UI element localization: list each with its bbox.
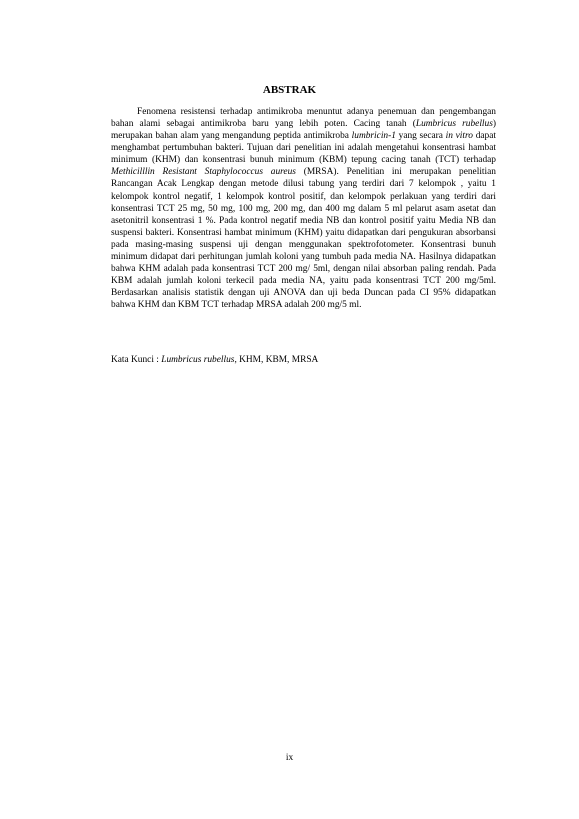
in-vitro-term: in vitro xyxy=(445,131,473,142)
keyword-species: Lumbricus rubellus xyxy=(161,355,235,365)
keywords-rest: , KHM, KBM, MRSA xyxy=(234,355,319,365)
peptide-name: lumbricin-1 xyxy=(351,131,396,142)
page-title: ABSTRAK xyxy=(262,84,317,96)
bacterium-name: Methicilllin Resistant Staphylococcus aureus xyxy=(111,167,296,178)
abstract-text-4: dapat menghambat pertumbuhan bakteri. Tujuan dari penelitian ini adalah mengetahui konsentrasi hambat minimum (KHM) dan konsentrasi bunuh minimum (KBM) tepung cacing tanah (TCT) terhadap xyxy=(111,131,496,166)
species-name: Lumbricus rubellus xyxy=(415,119,493,130)
abstract-text-5: (MRSA). Penelitian ini merupakan penelitian Rancangan Acak Lengkap dengan metode dilusi tabung yang terdiri dari 7 kelompok , yaitu 1 kelompok kontrol negatif, 1 kelompok kontrol positif, dan kelompok perlakuan yang terdiri dari konsentrasi TCT 25 mg, 50 mg, 100 mg, 200 mg, dan 400 mg dalam 5 ml pelarut asam asetat dan asetonitril konsentrasi 1 %. Pada kontrol negatif media NB dan kontrol positif yaitu Media NB dan suspensi bakteri. Konsentrasi hambat minimum (KHM) yaitu didapatkan dari pengukuran absorbansi pada masing-masing suspensi uji dengan menggunakan spektrofotometer. Konsentrasi bunuh minimum didapat dari perhitungan jumlah koloni yang tumbuh pada media NA. Hasilnya didapatkan bahwa KHM adalah pada konsentrasi TCT 200 mg/ 5ml, dengan nilai absorban paling rendah. Pada KBM adalah jumlah koloni terkecil pada media NA, yaitu pada konsentrasi TCT 200 mg/5ml. Berdasarkan analisis statistik dengan uji ANOVA dan uji beda Duncan pada CI 95% didapatkan bahwa KHM dan KBM TCT terhadap MRSA adalah 200 mg/5 ml. xyxy=(111,167,496,311)
keywords-label: Kata Kunci : xyxy=(111,355,162,365)
page-number: ix xyxy=(285,753,294,763)
keywords-line xyxy=(111,354,496,366)
abstract-text-2: ) merupakan bahan alam yang mengandung peptida antimikroba xyxy=(111,119,496,142)
abstract-text-3: yang secara xyxy=(395,131,446,142)
abstract-text-1: Fenomena resistensi terhadap antimikroba menuntut adanya penemuan dan pengembangan bahan alami sebagai antimikroba baru yang lebih poten. Cacing tanah ( xyxy=(111,107,496,130)
abstract-paragraph xyxy=(111,106,496,311)
